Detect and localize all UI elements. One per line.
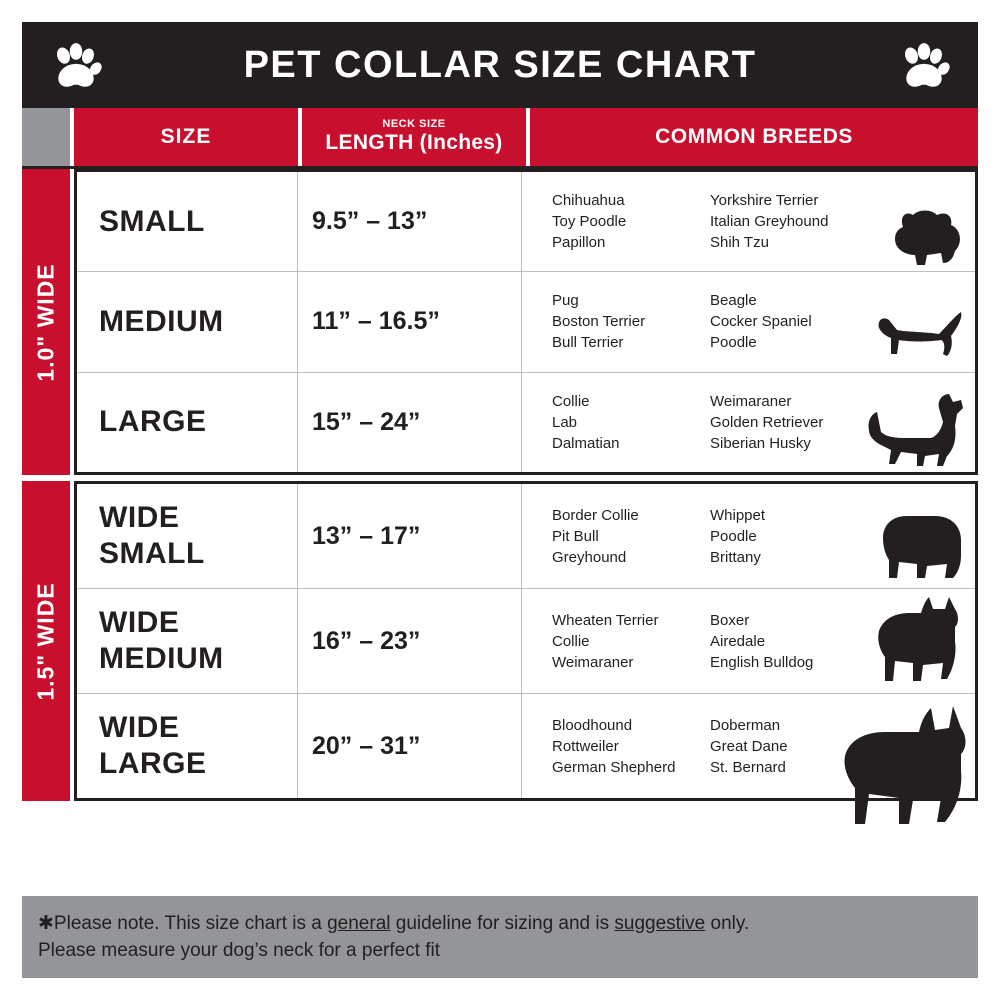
breed-item: Pit Bull [552,527,599,545]
group-1-rows [74,169,978,475]
cell-size [77,272,298,371]
cell-breeds [522,172,975,271]
breed-item: Wheaten Terrier [552,611,659,629]
dog-silhouette-dachshund [873,310,969,370]
breed-item: Weimaraner [552,653,634,671]
dog-silhouette-shepherd [865,392,969,470]
group-label-1-5-wide [22,481,70,801]
corner-cell [22,108,70,166]
footer-text-b: guideline for sizing and is [390,913,615,934]
dog-silhouette-boxer [869,595,969,691]
breed-item: Boxer [710,611,750,629]
group-2-rows [74,481,978,801]
column-header-neck-size: NECK SIZE [382,118,446,130]
breed-column-2 [710,290,850,353]
breed-column-1 [552,190,682,253]
dog-silhouette-bulldog [869,510,969,586]
breed-item: Shih Tzu [710,234,769,252]
column-header-length [302,108,526,166]
cell-length: 13” – 17” [298,484,522,588]
size-label-line2: LARGE [99,747,207,780]
breed-item: English Bulldog [710,653,814,671]
size-label: WIDE [99,711,180,744]
cell-size [77,373,298,472]
breed-column-2 [710,190,850,253]
footer-line-1 [38,910,962,937]
cell-size [77,172,298,271]
breed-item: Cocker Spaniel [710,313,812,331]
breed-column-2 [710,505,850,568]
size-label: LARGE [99,405,207,439]
breed-column-2 [710,391,850,454]
breed-item: Greyhound [552,548,627,566]
size-label-line2: SMALL [99,537,205,570]
table-row [77,589,975,694]
breed-column-2 [710,715,850,778]
cell-length: 16” – 23” [298,589,522,693]
breed-item: Great Dane [710,737,788,755]
row-group-2 [22,481,978,801]
breed-column-2 [710,610,850,673]
breed-column-1 [552,610,682,673]
breed-item: Italian Greyhound [710,213,829,231]
size-label: SMALL [99,204,205,238]
cell-breeds [522,272,975,371]
breed-item: Dalmatian [552,434,620,452]
breed-item: Pug [552,292,579,310]
group-label-text: 1.5" WIDE [32,581,59,701]
breed-item: Border Collie [552,506,639,524]
cell-breeds [522,484,975,588]
paw-icon [50,40,102,92]
breed-item: Toy Poodle [552,213,627,231]
cell-length: 9.5” – 13” [298,172,522,271]
table-row [77,373,975,472]
cell-size [77,589,298,693]
breed-item: Yorkshire Terrier [710,192,819,210]
size-label: WIDE [99,501,180,534]
paw-icon [898,40,950,92]
breed-item: Whippet [710,506,766,524]
breed-column-1 [552,505,682,568]
cell-length: 11” – 16.5” [298,272,522,371]
breed-item: Papillon [552,234,606,252]
footer-text-a: Please note. This size chart is a [53,913,328,934]
dog-silhouette-pomeranian [883,207,969,269]
chart-body [22,166,978,896]
column-header-breeds: COMMON BREEDS [530,108,978,166]
breed-item: Rottweiler [552,737,619,755]
breed-item: Bull Terrier [552,334,624,352]
size-label-line2: MEDIUM [99,642,224,675]
cell-size [77,694,298,798]
column-header-length-label: LENGTH (Inches) [325,131,503,154]
breed-item: St. Bernard [710,758,786,776]
cell-breeds [522,694,975,798]
size-label: WIDE [99,606,180,639]
breed-item: Bloodhound [552,716,633,734]
table-row [77,272,975,372]
chart-frame [22,22,978,978]
breed-item: Collie [552,632,590,650]
breed-item: Weimaraner [710,392,792,410]
asterisk-icon: ✱ [38,913,54,934]
group-label-1-0-wide [22,169,70,475]
breed-item: Airedale [710,632,766,650]
breed-item: Lab [552,413,578,431]
table-row [77,694,975,798]
table-row [77,172,975,272]
footer-note [22,896,978,978]
group-label-text: 1.0" WIDE [32,262,59,382]
breed-item: German Shepherd [552,758,676,776]
footer-underline-general: general [327,913,391,934]
column-header-row [22,108,978,166]
column-header-size: SIZE [74,108,298,166]
size-label: MEDIUM [99,304,224,338]
table-row [77,484,975,589]
breed-item: Collie [552,392,590,410]
row-group-1 [22,169,978,475]
breed-item: Boston Terrier [552,313,646,331]
breed-item: Chihuahua [552,192,625,210]
cell-breeds [522,373,975,472]
footer-underline-suggestive: suggestive [614,913,706,934]
breed-column-1 [552,391,682,454]
cell-length: 20” – 31” [298,694,522,798]
cell-size [77,484,298,588]
breed-column-1 [552,290,682,353]
breed-item: Brittany [710,548,761,566]
breed-column-1 [552,715,682,778]
cell-length: 15” – 24” [298,373,522,472]
breed-item: Poodle [710,527,757,545]
footer-text-c: only. [705,913,750,934]
cell-breeds [522,589,975,693]
page-title: PET COLLAR SIZE CHART [243,43,757,86]
breed-item: Siberian Husky [710,434,811,452]
breed-item: Beagle [710,292,757,310]
footer-line-2: Please measure your dog’s neck for a perfect fit [38,940,441,961]
chart-header [22,22,978,108]
dog-silhouette-doberman [839,706,975,836]
breed-item: Poodle [710,334,757,352]
breed-item: Doberman [710,716,781,734]
breed-item: Golden Retriever [710,413,824,431]
